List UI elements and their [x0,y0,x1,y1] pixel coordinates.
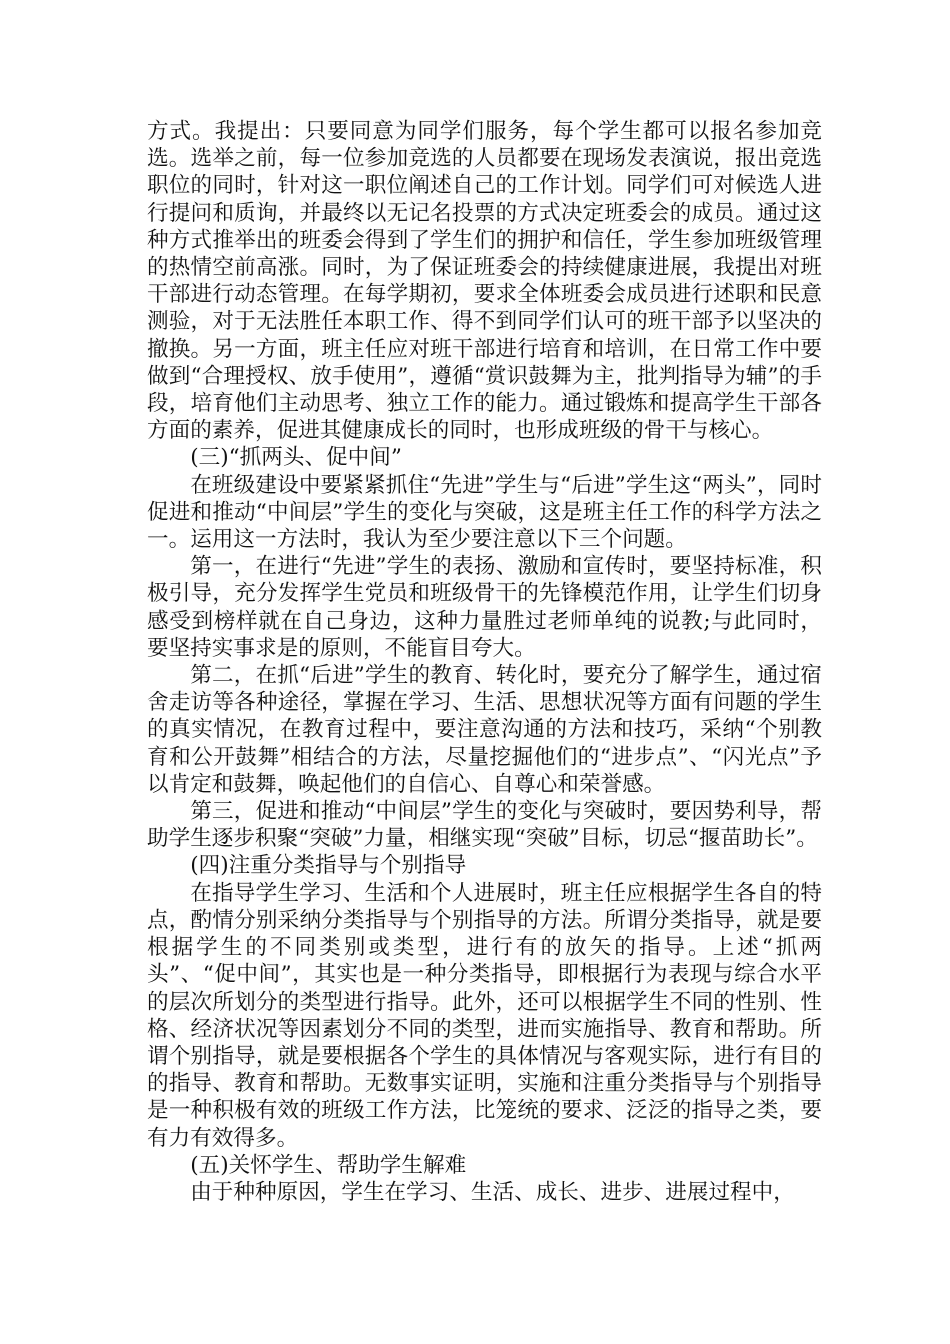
paragraph-body-continued: 方式。我提出：只要同意为同学们服务，每个学生都可以报名参加竞选。选举之前，每一位参加竞选的人员都要在现场发表演说，报出竞选职位的同时，针对这一职位阐述自己的工作计划。同学们可对候选人进行提问和质询，并最终以无记名投票的方式决定班委会的成员。通过这种方式推举出的班委会得到了学生们的拥护和信任，学生参加班级管理的热情空前高涨。同时，为了保证班委会的持续健康进展，我提出对班干部进行动态管理。在每学期初，要求全体班委会成员进行述职和民意测验，对于无法胜任本职工作、得不到同学们认可的班干部予以坚决的撤换。另一方面，班主任应对班干部进行培育和培训，在日常工作中要做到“合理授权、放手使用”，遵循“赏识鼓舞为主，批判指导为辅”的手段，培育他们主动思考、独立工作的能力。通过锻炼和提高学生干部各方面的素养，促进其健康成长的同时，也形成班级的骨干与核心。 [147,119,822,444]
section-heading-three: (三)“抓两头、促中间” [190,445,402,471]
document-page [147,118,822,1206]
paragraph-body: 在指导学生学习、生活和个人进展时，班主任应根据学生各自的特点，酌情分别采纳分类指导与个别指导的方法。所谓分类指导，就是要根据学生的不同类别或类型，进行有的放矢的指导。上述“抓两头”、“促中间”，其实也是一种分类指导，即根据行为表现与综合水平的层次所划分的类型进行指导。此外，还可以根据学生不同的性别、性格、经济状况等因素划分不同的类型，进而实施指导、教育和帮助。所谓个别指导，就是要根据各个学生的具体情况与客观实际，进行有目的的指导、教育和帮助。无数事实证明，实施和注重分类指导与个别指导是一种积极有效的班级工作方法，比笼统的要求、泛泛的指导之类，要有力有效得多。 [147,880,822,1151]
paragraph-body: 第一，在进行“先进”学生的表扬、激励和宣传时，要坚持标准，积极引导，充分发挥学生党员和班级骨干的先锋模范作用，让学生们切身感受到榜样就在自己身边，这种力量胜过老师单纯的说教;与此同时，要坚持实事求是的原则，不能盲目夸大。 [147,554,822,661]
paragraph-body: 由于种种原因，学生在学习、生活、成长、进步、进展过程中， [190,1179,795,1205]
paragraph-body: 第三，促进和推动“中间层”学生的变化与突破时，要因势利导，帮助学生逐步积聚“突破”力量，相继实现“突破”目标，切忌“揠苗助长”。 [147,799,822,852]
paragraph-body: 在班级建设中要紧紧抓住“先进”学生与“后进”学生这“两头”，同时促进和推动“中间层”学生的变化与突破，这是班主任工作的科学方法之一。运用这一方法时，我认为至少要注意以下三个问题。 [147,472,822,553]
section-heading-five: (五)关怀学生、帮助学生解难 [190,1152,467,1178]
paragraph-body: 第二，在抓“后进”学生的教育、转化时，要充分了解学生，通过宿舍走访等各种途径，掌握在学习、生活、思想状况等方面有问题的学生的真实情况，在教育过程中，要注意沟通的方法和技巧，采纳“个别教育和公开鼓舞”相结合的方法，尽量挖掘他们的“进步点”、“闪光点”予以肯定和鼓舞，唤起他们的自信心、自尊心和荣誉感。 [147,663,822,797]
section-heading-four: (四)注重分类指导与个别指导 [190,853,467,879]
